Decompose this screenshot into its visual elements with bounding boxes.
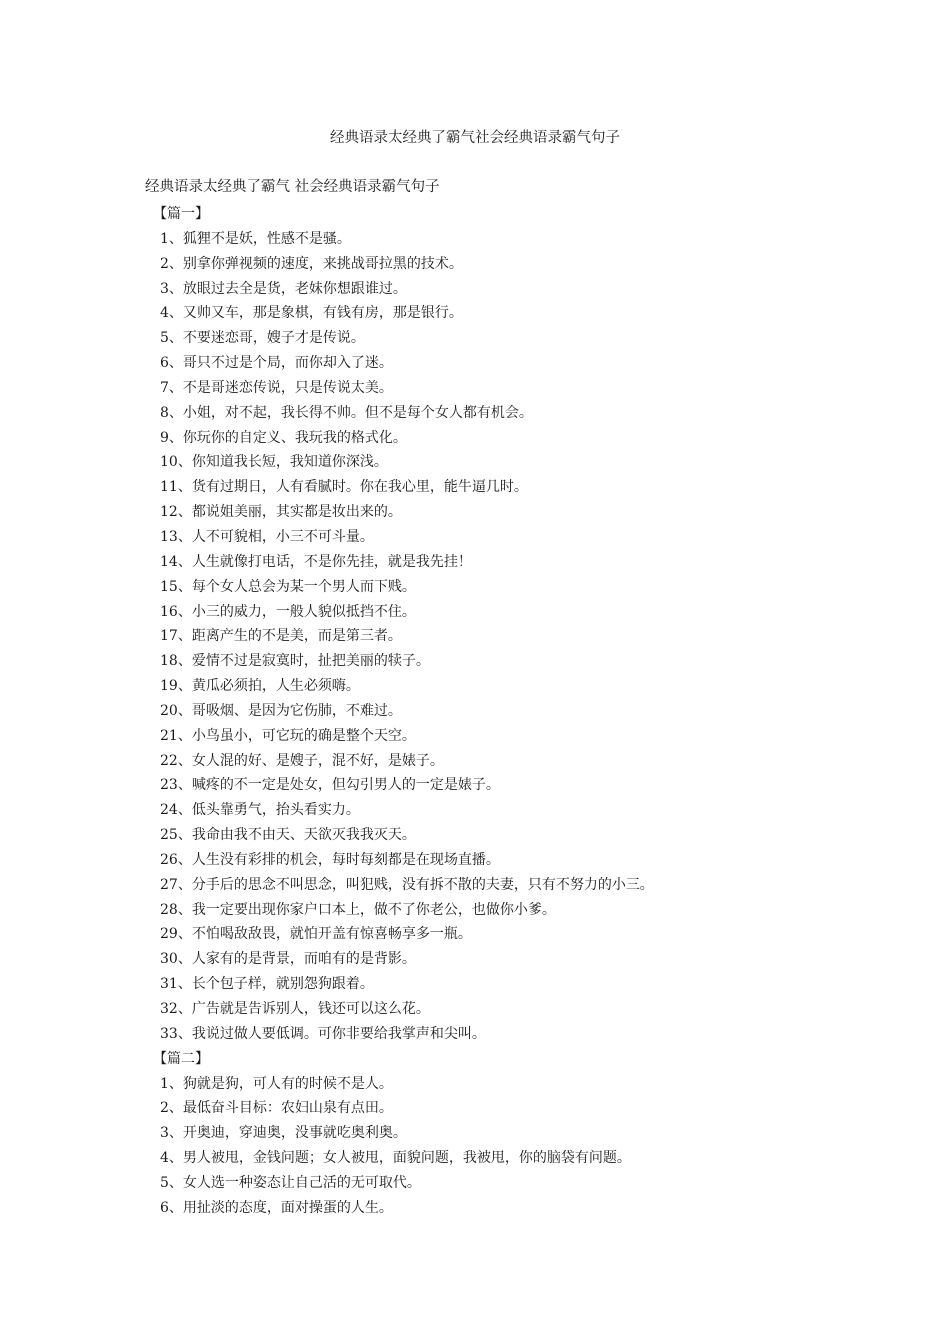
list-item: 6、哥只不过是个局，而你却入了迷。 — [160, 355, 393, 372]
list-item: 13、人不可貌相，小三不可斗量。 — [160, 528, 374, 545]
list-item: 15、每个女人总会为某一个男人而下贱。 — [160, 578, 416, 595]
list-item: 5、女人选一种姿态让自己活的无可取代。 — [160, 1174, 421, 1191]
list-item: 22、女人混的好、是嫂子，混不好，是婊子。 — [160, 752, 444, 769]
list-item: 1、狐狸不是妖，性感不是骚。 — [160, 230, 351, 247]
document-body — [0, 202, 950, 1221]
section-heading: 【篇一】 — [153, 206, 209, 222]
list-item: 7、不是哥迷恋传说，只是传说太美。 — [160, 379, 393, 396]
list-item: 23、喊疼的不一定是处女，但勾引男人的一定是婊子。 — [160, 777, 500, 794]
page-title: 经典语录太经典了霸气社会经典语录霸气句子 — [330, 130, 620, 146]
list-item: 3、放眼过去全是货，老妹你想跟谁过。 — [160, 280, 407, 297]
list-item: 1、狗就是狗，可人有的时候不是人。 — [160, 1075, 393, 1092]
list-item: 11、货有过期日，人有看腻时。你在我心里，能牛逼几时。 — [160, 479, 528, 496]
list-item: 2、最低奋斗目标：农妇山泉有点田。 — [160, 1100, 393, 1117]
list-item: 29、不怕喝敌敌畏，就怕开盖有惊喜畅享多一瓶。 — [160, 926, 472, 943]
list-item: 3、开奥迪，穿迪奥，没事就吃奥利奥。 — [160, 1125, 407, 1142]
list-item: 19、黄瓜必须拍，人生必须嗨。 — [160, 678, 360, 695]
page-subtitle: 经典语录太经典了霸气 社会经典语录霸气句子 — [145, 179, 440, 195]
list-item: 14、人生就像打电话，不是你先挂，就是我先挂！ — [160, 553, 472, 570]
list-item: 20、哥吸烟、是因为它伤肺，不难过。 — [160, 702, 402, 719]
list-item: 31、长个包子样，就别怨狗跟着。 — [160, 976, 374, 993]
list-item: 4、又帅又车，那是象棋，有钱有房，那是银行。 — [160, 305, 463, 322]
list-item: 25、我命由我不由天、天欲灭我我灭天。 — [160, 827, 416, 844]
list-item: 30、人家有的是背景，而咱有的是背影。 — [160, 951, 416, 968]
list-item: 28、我一定要出现你家户口本上，做不了你老公，也做你小爹。 — [160, 901, 556, 918]
list-item: 18、爱情不过是寂寞时，扯把美丽的犊子。 — [160, 653, 430, 670]
list-item: 16、小三的威力，一般人貌似抵挡不住。 — [160, 603, 416, 620]
list-item: 21、小鸟虽小，可它玩的确是整个天空。 — [160, 727, 416, 744]
list-item: 8、小姐，对不起，我长得不帅。但不是每个女人都有机会。 — [160, 404, 533, 421]
list-item: 12、都说姐美丽，其实都是妆出来的。 — [160, 504, 402, 521]
list-item: 17、距离产生的不是美，而是第三者。 — [160, 628, 402, 645]
list-item: 5、不要迷恋哥，嫂子才是传说。 — [160, 330, 365, 347]
list-item: 32、广告就是告诉别人，钱还可以这么花。 — [160, 1001, 430, 1017]
list-item: 9、你玩你的自定义、我玩我的格式化。 — [160, 429, 407, 446]
list-item: 6、用扯淡的态度，面对操蛋的人生。 — [160, 1199, 393, 1216]
list-item: 24、低头靠勇气，抬头看实力。 — [160, 802, 360, 819]
list-item: 33、我说过做人要低调。可你非要给我掌声和尖叫。 — [160, 1025, 486, 1042]
list-item: 4、男人被甩，金钱问题；女人被甩，面貌问题，我被甩，你的脑袋有问题。 — [160, 1150, 631, 1167]
list-item: 27、分手后的思念不叫思念，叫犯贱，没有拆不散的夫妻，只有不努力的小三。 — [160, 876, 654, 893]
section-heading: 【篇二】 — [153, 1050, 209, 1067]
list-item: 2、别拿你弹视频的速度，来挑战哥拉黑的技术。 — [160, 255, 463, 272]
list-item: 26、人生没有彩排的机会，每时每刻都是在现场直播。 — [160, 851, 500, 868]
list-item: 10、你知道我长短，我知道你深浅。 — [160, 454, 388, 471]
